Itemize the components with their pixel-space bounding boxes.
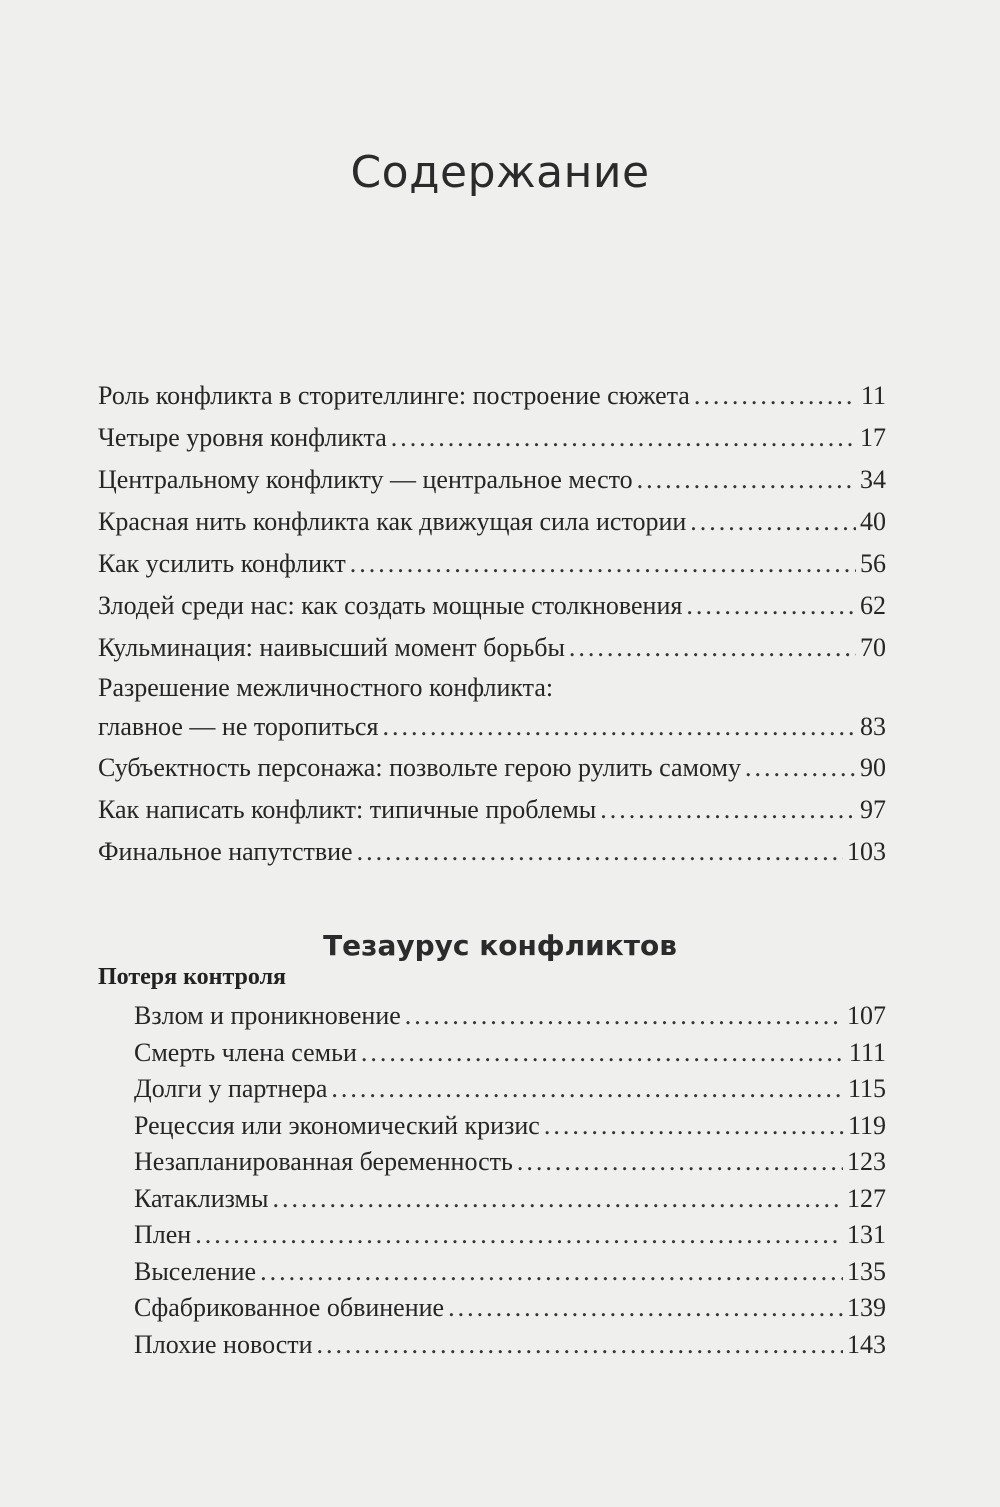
toc-entry-page: 97 [860, 795, 886, 824]
dot-leader [382, 707, 856, 747]
dot-leader [448, 1290, 843, 1327]
dot-leader [686, 585, 856, 627]
thesaurus-entry-title: Незапланированная беременность [134, 1147, 513, 1176]
dot-leader [361, 1035, 845, 1072]
toc-entry-title: Кульминация: наивысший момент борьбы [98, 633, 565, 662]
dot-leader [195, 1217, 843, 1254]
dot-leader [260, 1254, 843, 1291]
toc-entry[interactable] [98, 627, 886, 669]
thesaurus-entry-title: Плен [134, 1220, 192, 1249]
thesaurus-entry-page: 127 [847, 1183, 886, 1213]
thesaurus-list [134, 998, 886, 1363]
dot-leader [694, 375, 857, 417]
thesaurus-entry-title: Сфабрикованное обвинение [134, 1293, 445, 1322]
thesaurus-entry[interactable] [134, 1035, 886, 1072]
thesaurus-entry-title: Смерть члена семьи [134, 1037, 357, 1067]
dot-leader [745, 747, 856, 789]
section-heading: Потеря контроля [98, 964, 287, 990]
dot-leader [405, 998, 843, 1035]
toc-entry[interactable] [98, 543, 886, 585]
toc-entry[interactable] [98, 747, 886, 789]
dot-leader [600, 789, 856, 831]
dot-leader [569, 627, 856, 669]
toc-entry[interactable] [98, 375, 886, 417]
thesaurus-entry-page: 111 [848, 1037, 886, 1067]
thesaurus-entry[interactable] [134, 1108, 886, 1145]
toc-entry-page: 70 [860, 633, 886, 662]
thesaurus-entry-page: 135 [847, 1256, 886, 1286]
toc-entry-title: Финальное напутствие [98, 837, 353, 866]
thesaurus-entry-title: Долги у партнера [134, 1074, 328, 1103]
thesaurus-entry-title: Рецессия или экономический кризис [134, 1110, 540, 1140]
toc-entry-page: 62 [860, 591, 886, 620]
thesaurus-entry-title: Катаклизмы [134, 1183, 269, 1213]
toc-entry-page: 40 [860, 507, 886, 536]
toc-entry-title-line1: Разрешение межличностного конфликта: [98, 673, 554, 702]
thesaurus-entry-page: 115 [847, 1074, 886, 1103]
toc-entry-title: Красная нить конфликта как движущая сила истории [98, 507, 687, 536]
thesaurus-entry-title: Выселение [134, 1256, 257, 1286]
toc-entry-page: 11 [860, 381, 886, 410]
thesaurus-entry-page: 107 [847, 1001, 886, 1030]
dot-leader [391, 417, 856, 459]
toc-entry[interactable] [98, 501, 886, 543]
dot-leader [331, 1071, 844, 1108]
thesaurus-entry[interactable] [134, 1327, 886, 1364]
thesaurus-entry-title: Взлом и проникновение [134, 1001, 401, 1030]
thesaurus-entry[interactable] [134, 1071, 886, 1108]
toc-entry-title: Как написать конфликт: типичные проблемы [98, 795, 597, 824]
thesaurus-entry-title: Плохие новости [134, 1329, 313, 1359]
toc-entry-page: 17 [860, 423, 886, 452]
toc-entry-title: Злодей среди нас: как создать мощные столкновения [98, 591, 683, 620]
dot-leader [317, 1327, 843, 1364]
toc-entry-page: 56 [860, 549, 886, 578]
toc-entry-title: Субъектность персонажа: позвольте герою рулить самому [98, 753, 741, 782]
dot-leader [637, 459, 856, 501]
toc-entry-page: 90 [860, 753, 886, 782]
toc-entry-title: Четыре уровня конфликта [98, 423, 387, 452]
toc-entry[interactable] [98, 585, 886, 627]
thesaurus-entry[interactable] [134, 1181, 886, 1218]
dot-leader [690, 501, 856, 543]
toc-entry[interactable] [98, 459, 886, 501]
thesaurus-entry-page: 131 [847, 1220, 886, 1249]
thesaurus-entry-page: 119 [847, 1110, 886, 1140]
toc-entry-title: Как усилить конфликт [98, 549, 346, 578]
dot-leader [357, 831, 843, 873]
toc-entry-title: Роль конфликта в сторителлинге: построение сюжета [98, 381, 690, 410]
toc-entry[interactable] [98, 417, 886, 459]
thesaurus-entry-page: 143 [847, 1329, 886, 1359]
dot-leader [350, 543, 856, 585]
page-title: Содержание [350, 147, 650, 199]
thesaurus-entry[interactable] [134, 998, 886, 1035]
toc-entry[interactable] [98, 789, 886, 831]
thesaurus-entry[interactable] [134, 1290, 886, 1327]
dot-leader [517, 1144, 843, 1181]
dot-leader [272, 1181, 843, 1218]
thesaurus-entry[interactable] [134, 1217, 886, 1254]
thesaurus-title: Тезаурус конфликтов [323, 929, 677, 963]
table-of-contents [98, 375, 886, 873]
toc-entry-title: Центральному конфликту — центральное место [98, 465, 633, 494]
thesaurus-entry[interactable] [134, 1254, 886, 1291]
toc-entry-page: 103 [847, 837, 886, 866]
dot-leader [544, 1108, 844, 1145]
toc-entry-page: 83 [860, 712, 886, 741]
thesaurus-entry-page: 123 [847, 1147, 886, 1176]
thesaurus-entry-page: 139 [847, 1293, 886, 1322]
thesaurus-entry[interactable] [134, 1144, 886, 1181]
toc-entry-page: 34 [860, 465, 886, 494]
toc-entry-title-line2: главное — не торопиться [98, 712, 379, 741]
toc-entry[interactable] [98, 669, 886, 747]
toc-entry[interactable] [98, 831, 886, 873]
